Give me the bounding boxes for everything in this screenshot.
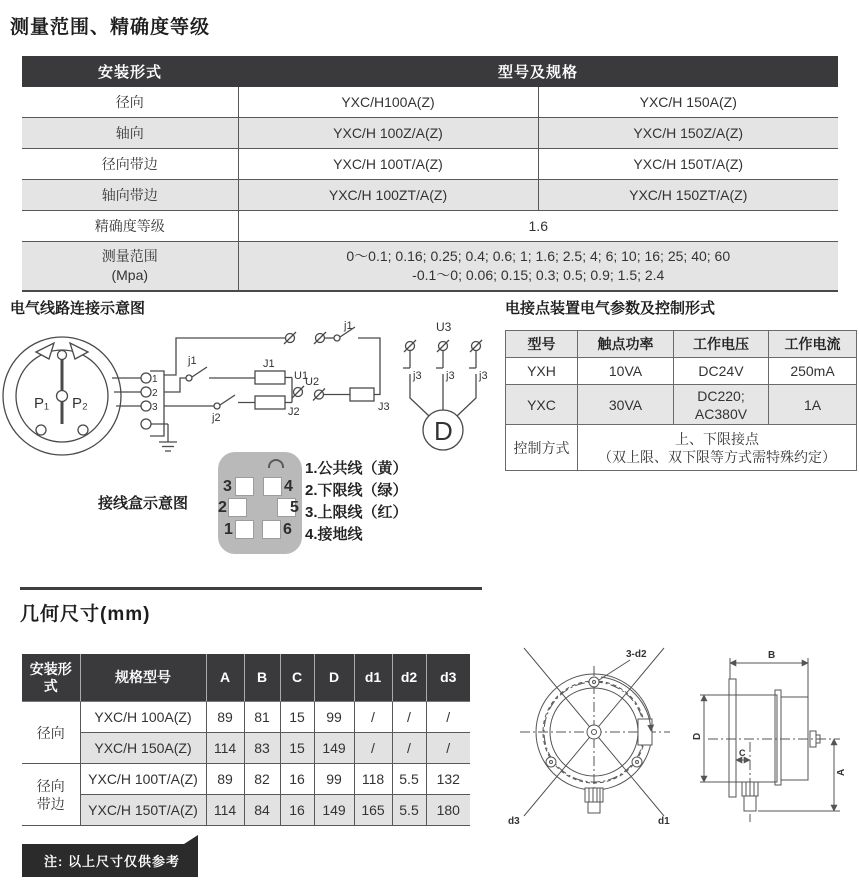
model-100-cell: YXC/H 100Z/A(Z) — [238, 118, 538, 149]
j1-contact — [186, 375, 192, 381]
model-cell: YXC/H 100T/A(Z) — [80, 764, 206, 795]
j3-label: j3 — [413, 370, 422, 382]
j1-label: j1 — [188, 355, 197, 367]
control-line1: 上、下限接点 — [675, 430, 759, 447]
range-unit: (Mpa) — [111, 267, 149, 283]
electrical-title: 电接点装置电气参数及控制形式 — [505, 300, 716, 317]
j3-label: j3 — [446, 370, 455, 382]
terminal-slot — [263, 477, 282, 496]
control-value — [578, 425, 857, 471]
col-model: 型号 — [506, 331, 578, 358]
col-current: 工作电流 — [769, 331, 857, 358]
stem-nut — [744, 796, 756, 811]
accuracy-row — [22, 211, 838, 242]
voltage-line2: AC380V — [694, 405, 748, 422]
junction-title: 接线盒示意图 — [98, 495, 189, 512]
j2-label: j2 — [212, 412, 221, 424]
terminal-slot — [235, 477, 254, 496]
dim-cell: / — [392, 733, 426, 764]
current-cell: 250mA — [769, 358, 857, 385]
dim-cell: 165 — [354, 795, 392, 826]
control-row — [506, 425, 857, 471]
U2-label: U2 — [305, 376, 320, 388]
dim-cell: / — [426, 733, 470, 764]
electrical-table — [505, 330, 857, 471]
power-cell: 10VA — [578, 358, 674, 385]
dim-A-label: A — [836, 768, 847, 776]
relay-J1-coil — [255, 371, 285, 384]
model-150-cell: YXC/H 150A(Z) — [538, 87, 838, 118]
flange-plate — [729, 679, 736, 797]
col-mount: 安装形式 — [22, 654, 80, 702]
dim-cell: 5.5 — [392, 764, 426, 795]
col-model: 规格型号 — [80, 654, 206, 702]
mount-screw — [546, 757, 556, 767]
spec-table — [22, 56, 838, 292]
table-row — [506, 358, 857, 385]
range-line2: -0.1～0; 0.06; 0.15; 0.3; 0.5; 0.9; 1.5; 2.4 — [412, 267, 665, 283]
model-cell: YXC/H 150T/A(Z) — [80, 795, 206, 826]
relay-J2-coil — [255, 396, 285, 409]
mount-screw — [632, 757, 642, 767]
spec-header-mount: 安装形式 — [22, 56, 238, 87]
accuracy-value: 1.6 — [238, 211, 838, 242]
dim-cell: 16 — [280, 764, 314, 795]
range-row — [22, 242, 838, 292]
electrical-header-row — [506, 331, 857, 358]
j2-contact — [214, 403, 220, 409]
dim-cell: 149 — [314, 795, 354, 826]
mount-cell: 轴向带边 — [22, 180, 238, 211]
dim-cell: 89 — [206, 764, 244, 795]
terminal-number: 3 — [223, 478, 232, 495]
case-ring — [775, 690, 781, 785]
voltage-cell — [674, 385, 769, 425]
dimension-header-row — [22, 654, 470, 702]
model-cell: YXC/H 100A(Z) — [80, 702, 206, 733]
d3-label: d3 — [508, 816, 520, 827]
J2-label: J2 — [288, 406, 300, 418]
table-row — [22, 733, 470, 764]
dim-cell: 81 — [244, 702, 280, 733]
p2-label: P₂ — [72, 395, 88, 412]
table-row — [506, 385, 857, 425]
range-value-cell — [238, 242, 838, 292]
terminal-2-label: 2 — [152, 388, 158, 399]
side-view-drawing — [700, 658, 840, 822]
dimension-note: 注: 以上尺寸仅供参考 — [22, 844, 198, 877]
terminal-slot — [262, 520, 281, 539]
terminal-number: 6 — [283, 521, 292, 538]
d1-label: d1 — [658, 816, 670, 827]
section-divider — [20, 587, 482, 590]
model-100-cell: YXC/H 100T/A(Z) — [238, 149, 538, 180]
model-100-cell: YXC/H 100ZT/A(Z) — [238, 180, 538, 211]
control-label: 控制方式 — [506, 425, 578, 471]
section1-title: 测量范围、精确度等级 — [10, 17, 211, 38]
model-cell: YXC/H 150A(Z) — [80, 733, 206, 764]
circuit-a-wires — [164, 332, 304, 409]
J3-label: J3 — [378, 401, 390, 413]
dim-cell: 180 — [426, 795, 470, 826]
mount-cell: 径向 — [22, 87, 238, 118]
terminal-number: 1 — [224, 521, 233, 538]
col-D: D — [314, 654, 354, 702]
needle-hub — [57, 391, 68, 402]
model-150-cell: YXC/H 150Z/A(Z) — [538, 118, 838, 149]
table-row — [22, 180, 838, 211]
dim-B-label: B — [768, 650, 776, 661]
j3-label: j3 — [479, 370, 488, 382]
dim-cell: 16 — [280, 795, 314, 826]
model-cell: YXC — [506, 385, 578, 425]
model-150-cell: YXC/H 150ZT/A(Z) — [538, 180, 838, 211]
table-row — [22, 118, 838, 149]
mount-cell: 轴向 — [22, 118, 238, 149]
dim-cell: 114 — [206, 733, 244, 764]
range-label-cell — [22, 242, 238, 292]
mount-cell: 径向带边 — [22, 149, 238, 180]
table-row — [22, 149, 838, 180]
current-cell: 1A — [769, 385, 857, 425]
terminal-number: 4 — [284, 478, 293, 495]
dim-cell: 84 — [244, 795, 280, 826]
legend-item: 1.公共线（黄） — [305, 460, 408, 477]
range-line1: 0～0.1; 0.16; 0.25; 0.4; 0.6; 1; 1.6; 2.5; 4; 6; 10; 16; 25; 40; 60 — [346, 248, 731, 264]
gauge-symbol — [3, 337, 121, 455]
dim-cell: / — [354, 733, 392, 764]
mount-screw — [589, 677, 599, 687]
mount-group: 径向带边 — [22, 764, 80, 826]
spec-header-row — [22, 56, 838, 87]
accuracy-label: 精确度等级 — [22, 211, 238, 242]
col-d2: d2 — [392, 654, 426, 702]
table-row — [22, 87, 838, 118]
power-cell: 30VA — [578, 385, 674, 425]
legend-item: 2.下限线（绿） — [305, 482, 408, 499]
dim-cell: 5.5 — [392, 795, 426, 826]
terminal-3-label: 3 — [152, 402, 158, 413]
dim-C-label: C — [739, 748, 746, 758]
legend-item: 3.上限线（红） — [305, 504, 408, 521]
col-voltage: 工作电压 — [674, 331, 769, 358]
j1b-contact — [334, 335, 340, 341]
j1b-label: j1 — [344, 320, 353, 332]
stem-nut — [588, 802, 600, 813]
terminal-slot — [235, 520, 254, 539]
section3-title: 几何尺寸(mm) — [20, 604, 151, 625]
model-cell: YXH — [506, 358, 578, 385]
dial-screw-left — [36, 425, 46, 435]
dim-cell: 82 — [244, 764, 280, 795]
voltage-cell: DC24V — [674, 358, 769, 385]
terminal-1-label: 1 — [152, 374, 158, 385]
terminal-number: 2 — [218, 499, 227, 516]
dim-cell: 99 — [314, 764, 354, 795]
col-d3: d3 — [426, 654, 470, 702]
dim-cell: / — [426, 702, 470, 733]
spec-header-model: 型号及规格 — [238, 56, 838, 87]
table-row — [22, 764, 470, 795]
needle-tip — [58, 351, 67, 360]
range-label: 测量范围 — [101, 248, 158, 264]
dim-cell: 132 — [426, 764, 470, 795]
circuit-title: 电气线路连接示意图 — [10, 300, 146, 317]
terminal-number: 5 — [290, 499, 299, 516]
dim-cell: 118 — [354, 764, 392, 795]
circuit-b-wires — [313, 327, 380, 401]
U1-label: U1 — [294, 370, 309, 382]
motor-label: D — [434, 416, 453, 446]
dimension-table — [22, 654, 470, 826]
dim-cell: / — [392, 702, 426, 733]
dim-cell: 99 — [314, 702, 354, 733]
dim-cell: 114 — [206, 795, 244, 826]
col-A: A — [206, 654, 244, 702]
bolt-pattern-label: 3-d2 — [626, 649, 647, 660]
col-B: B — [244, 654, 280, 702]
j1-blade — [192, 367, 207, 377]
table-row — [22, 702, 470, 733]
dim-cell: 83 — [244, 733, 280, 764]
terminal-block — [112, 371, 177, 451]
front-view-drawing — [520, 648, 670, 816]
voltage-line1: DC220; — [697, 387, 745, 404]
model-100-cell: YXC/H100A(Z) — [238, 87, 538, 118]
legend-item: 4.接地线 — [305, 526, 363, 543]
model-150-cell: YXC/H 150T/A(Z) — [538, 149, 838, 180]
dim-cell: 15 — [280, 702, 314, 733]
mount-group: 径向 — [22, 702, 80, 764]
dial-screw-right — [78, 425, 88, 435]
dim-cell: 15 — [280, 733, 314, 764]
relay-J3-coil — [350, 388, 374, 401]
dimension-drawings — [500, 600, 859, 856]
control-line2: （双上限、双下限等方式需特殊约定） — [598, 448, 836, 465]
dim-cell: 149 — [314, 733, 354, 764]
col-d1: d1 — [354, 654, 392, 702]
dim-cell: 89 — [206, 702, 244, 733]
terminal-slot — [228, 498, 247, 517]
j2-blade — [220, 395, 235, 405]
dim-cell: / — [354, 702, 392, 733]
table-row — [22, 795, 470, 826]
col-C: C — [280, 654, 314, 702]
p1-label: P₁ — [34, 395, 50, 412]
J1-label: J1 — [263, 358, 275, 370]
junction-box — [218, 452, 302, 554]
U3-label: U3 — [436, 320, 452, 334]
dim-D-label: D — [692, 732, 703, 740]
ground-mark-icon — [268, 459, 284, 468]
col-power: 触点功率 — [578, 331, 674, 358]
wiring-legend — [305, 458, 408, 546]
